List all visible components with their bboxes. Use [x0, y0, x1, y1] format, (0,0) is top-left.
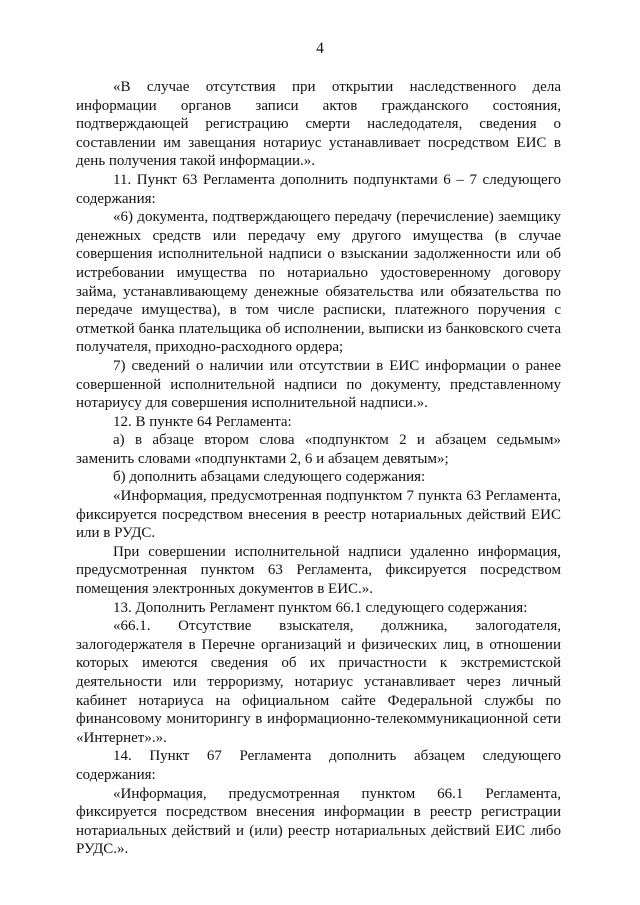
paragraph: 11. Пункт 63 Регламента дополнить подпунктами 6 – 7 следующего содержания: — [76, 171, 561, 207]
paragraph: 13. Дополнить Регламент пунктом 66.1 следующего содержания: — [113, 599, 528, 616]
paragraph: При совершении исполнительной надписи удаленно информация, предусмотренная пунктом 63 Регламента, фиксируется посредством помещения электронных документов в ЕИС.». — [76, 543, 561, 598]
paragraph: «Информация, предусмотренная подпунктом 7 пункта 63 Регламента, фиксируется посредством внесения в реестр нотариальных действий ЕИС или в РУДС. — [76, 488, 561, 542]
paragraph: 7) сведений о наличии или отсутствии в ЕИС информации о ранее совершенной исполнительной надписи по документу, представленному нотариусу для совершения исполнительной надписи.». — [76, 357, 561, 412]
paragraph: а) в абзаце втором слова «подпунктом 2 и абзацем седьмым» заменить словами «подпунктами 2, 6 и абзацем девятым»; — [76, 432, 561, 467]
paragraph: «Информация, предусмотренная пунктом 66.1 Регламента, фиксируется посредством внесения информации в реестр регистрации нотариальных действий и (или) реестр нотариальных действий ЕИС либо РУДС.». — [76, 785, 561, 858]
document-body — [76, 78, 561, 859]
paragraph: «6) документа, подтверждающего передачу (перечисление) заемщику денежных средств или передачу ему другого имущества (в случае совершения исполнительной надписи о взыскании задолженности или об истребовании имущества по нотариально удостоверенному договору займа, устанавливающему денежные обязательства или обязательства по передаче имущества), в том числе расписки, платежного поручения с отметкой банка плательщика об исполнении, выписки из банковского счета получателя, приходно-расходного ордера; — [76, 209, 561, 356]
paragraph: «В случае отсутствия при открытии наследственного дела информации органов записи актов гражданского состояния, подтверждающей регистрацию смерти наследодателя, сведения о составлении им завещания нотариус устанавливает посредством ЕИС в день получения такой информации.». — [76, 79, 561, 170]
paragraph: б) дополнить абзацами следующего содержания: — [113, 469, 426, 486]
paragraph: 12. В пункте 64 Регламента: — [113, 413, 292, 430]
paragraph: 14. Пункт 67 Регламента дополнить абзацем следующего содержания: — [76, 748, 561, 783]
paragraph: «66.1. Отсутствие взыскателя, должника, залогодателя, залогодержателя в Перечне организаций и физических лиц, в отношении которых имеются сведения об их причастности к экстремистской деятельности или терроризму, нотариус устанавливает через личный кабинет нотариуса на официальном сайте Федеральной службы по финансовому мониторингу в информационно-телекоммуникационной сети «Интернет».». — [76, 618, 561, 746]
page-number: 4 — [316, 40, 324, 57]
